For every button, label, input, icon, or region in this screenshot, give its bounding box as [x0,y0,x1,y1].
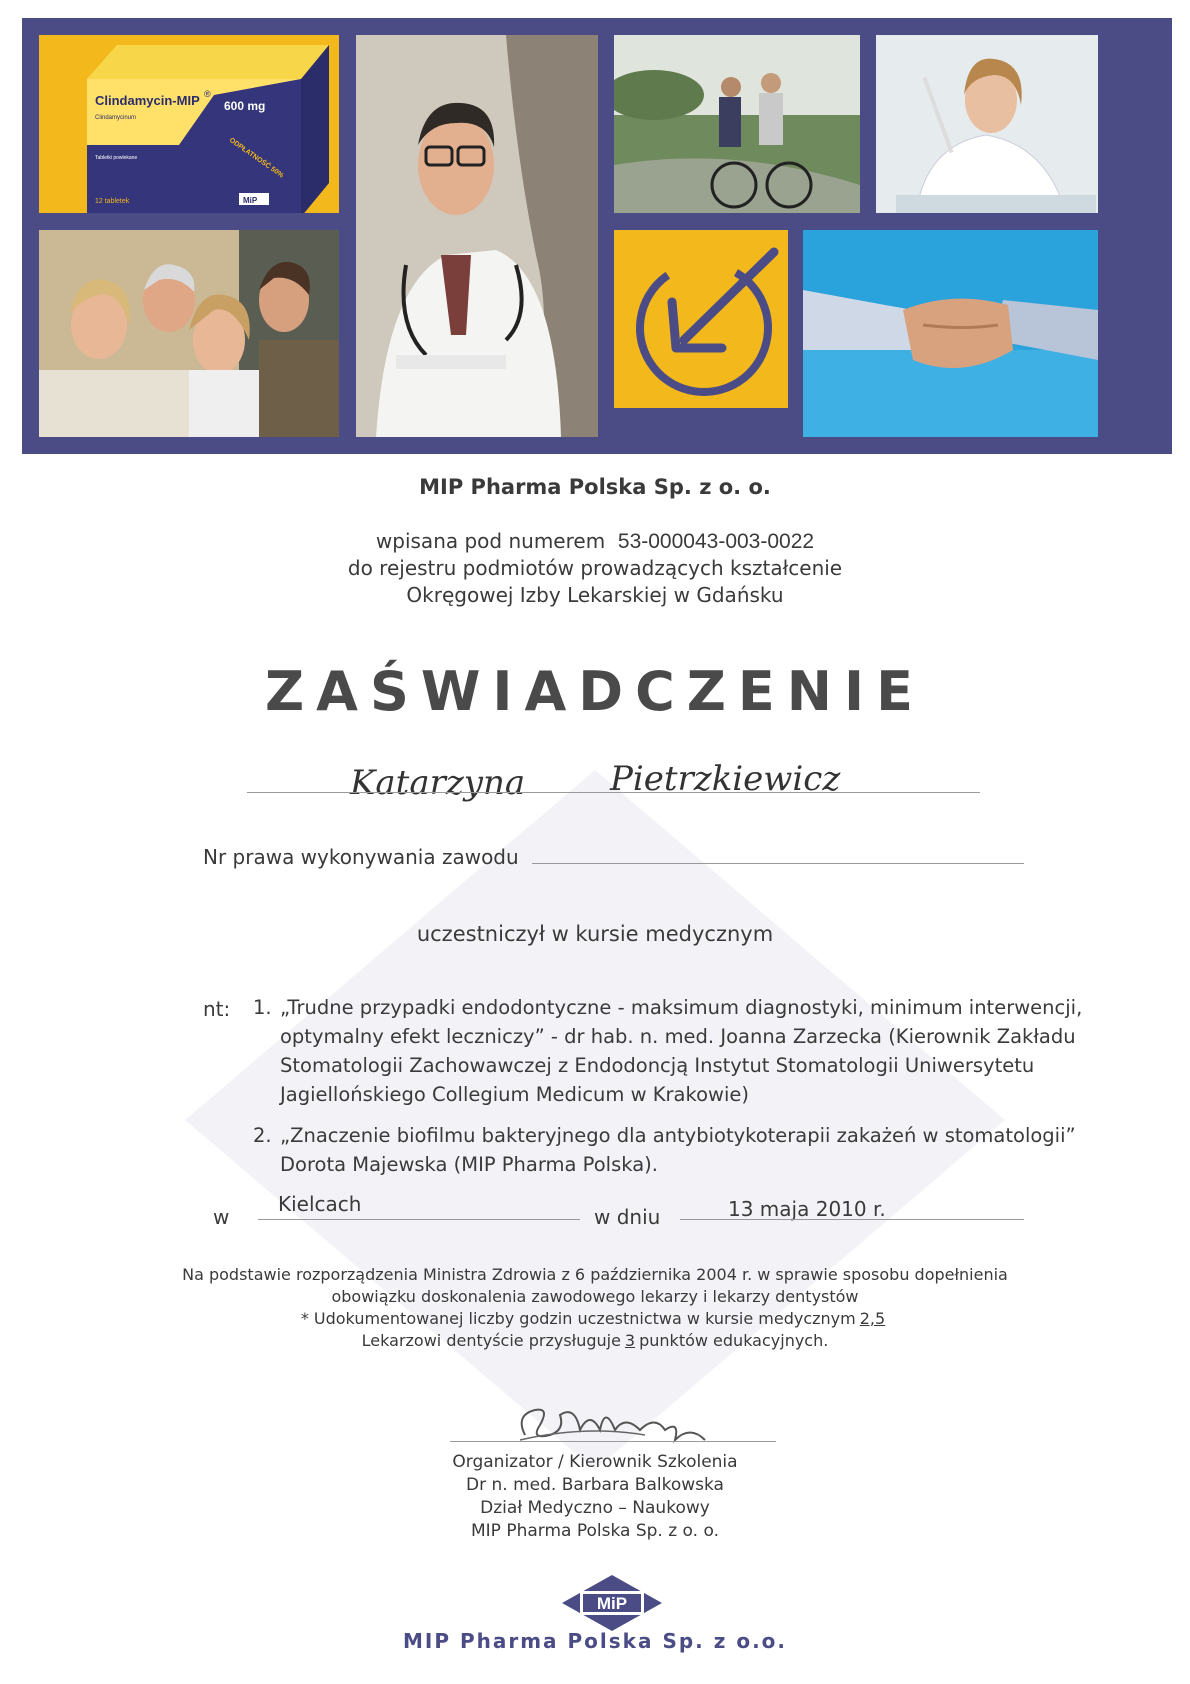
reg-line-3: Okręgowej Izby Lekarskiej w Gdańsku [406,583,784,607]
place-underline [258,1219,580,1220]
cyclists-photo [614,35,860,213]
hours-label: * Udokumentowanej liczby godzin uczestnictwa w kursie medycznym [300,1309,856,1328]
mip-logo [562,1575,662,1631]
points-value: 3 [624,1331,636,1350]
box-brand: Clindamycin-MIP [95,93,200,108]
participant-name-handwritten [330,732,920,832]
date-label: w dniu [594,1205,661,1229]
arrow-circle-icon [614,230,788,408]
reg-prefix: wpisana pod numerem [375,529,606,553]
date-underline [680,1219,1024,1220]
topic-number: 2. [253,1124,272,1147]
organizer-line-3: Dział Medyczno – Naukowy [480,1498,710,1518]
participant-last-name: Pietrzkiewicz [610,759,841,799]
registration-block [0,528,1190,609]
place-value: Kielcach [278,1192,362,1216]
legal-line-1: Na podstawie rozporządzenia Ministra Zdrowia z 6 października 2004 r. w sprawie sposobu dopełnienia [182,1265,1008,1284]
topic-text: „Trudne przypadki endodontyczne - maksimum diagnostyki, minimum interwencji, optymalny efekt leczniczy” - dr hab. n. med. Joanna Zarzecka (Kierownik Zakładu Stomatologii Zachowawczej z Endodoncją Instytut Stomatologii Uniwersytetu Jagiellońskiego Collegium Medicum w Krakowie) [280,996,1083,1106]
box-generic: Clindamycinum [95,115,137,121]
mip-watermark-logo [185,770,1005,1470]
photo-banner [22,18,1172,454]
topics-label: nt: [203,997,231,1021]
certificate-title: ZAŚWIADCZENIE [265,660,925,723]
attended-text: uczestniczył w kursie medycznym [416,922,774,946]
organizer-block [0,1451,1190,1543]
box-logo: MiP [243,196,258,205]
points-prefix: Lekarzowi dentyście przysługuje [361,1331,621,1350]
box-count: 12 tabletek [95,198,130,205]
handshake-photo [803,230,1098,437]
place-label: w [213,1205,230,1229]
doctor-photo [356,35,598,437]
box-form: Tabletki powlekane [95,155,138,161]
date-value: 13 maja 2010 r. [728,1197,886,1221]
legal-notice [0,1264,1190,1352]
legal-line-2: obowiązku doskonalenia zawodowego lekarzy i lekarzy dentystów [331,1287,859,1306]
mip-logo-text: MiP [596,1594,628,1613]
organizer-line-2: Dr n. med. Barbara Balkowska [466,1475,724,1495]
name-underline [247,792,980,793]
family-photo [39,230,339,437]
box-reg-mark: ® [204,89,211,99]
license-underline [532,863,1024,864]
organizer-line-4: MIP Pharma Polska Sp. z o. o. [471,1521,719,1541]
organizer-signature [505,1385,715,1455]
box-refund: ODPŁATNOŚĆ 50% [227,136,285,180]
reg-number: 53-000043-003-0022 [617,530,815,553]
signature-underline [450,1441,776,1442]
company-name: MIP Pharma Polska Sp. z o. o. [419,475,771,499]
topic-text: „Znaczenie biofilmu bakteryjnego dla antybiotykoterapii zakażeń w stomatologii” Dorota Majewska (MIP Pharma Polska). [280,1124,1076,1176]
hours-value: 2,5 [859,1309,886,1328]
box-dose: 600 mg [224,99,266,113]
product-box-photo [39,35,339,213]
organizer-line-1: Organizator / Kierownik Szkolenia [452,1452,738,1472]
footer-company: MIP Pharma Polska Sp. z o.o. [403,1629,787,1653]
lab-photo [876,35,1098,213]
participant-first-name: Katarzyna [350,763,526,803]
reg-line-2: do rejestru podmiotów prowadzących kształcenie [347,556,843,580]
points-suffix: punktów edukacyjnych. [639,1331,829,1350]
license-label: Nr prawa wykonywania zawodu [203,845,519,869]
topic-number: 1. [253,996,272,1019]
